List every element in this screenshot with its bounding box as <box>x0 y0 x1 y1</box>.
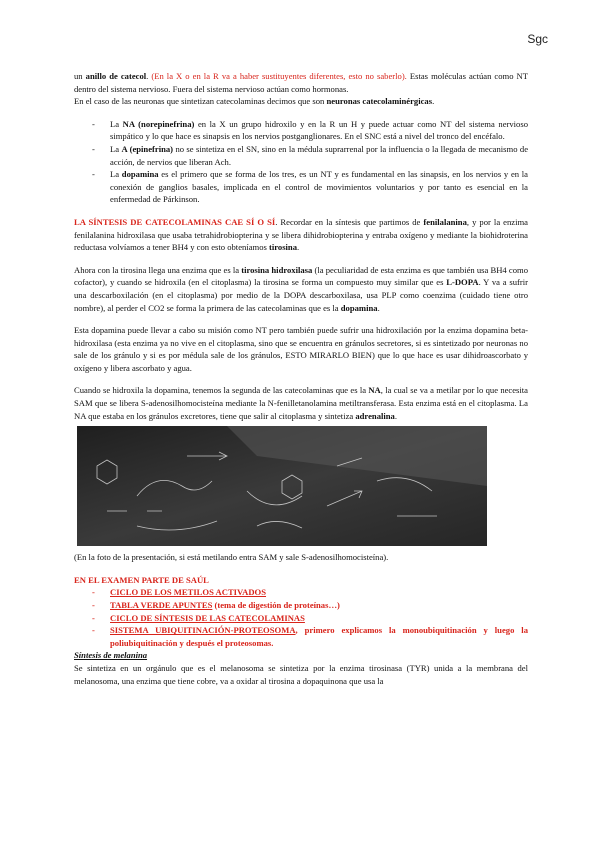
exam-item: - SISTEMA UBIQUITINACIÓN-PROTEOSOMA, primero explicamos la monoubiquitinación y luego la poliubiquitinación y después el proteosomas. <box>74 624 528 649</box>
exam-list <box>74 586 528 649</box>
red-note: (En la X o en la R va a haber sustituyentes diferentes, esto no saberlo). <box>151 71 407 81</box>
document-body <box>74 70 528 687</box>
tyrosine-paragraph: Ahora con la tirosina llega una enzima que es la tirosina hidroxilasa (la peculiaridad de esta enzima es que también usa BH4 como cofactor), y cuando se hidroxila (en el citoplasma) la tirosina se forma un compuesto muy similar que es L-DOPA. Y va a sufrir una descarboxilación (en el citoplasma) por medio de la DOPA descarboxilasa, usa PLP como coenzima (cuidado tiene otro nombre), al perder el CO2 se forma la primera de las catecolaminas que es la dopamina. <box>74 264 529 313</box>
text-run: . <box>432 96 435 107</box>
intro-line-2 <box>74 95 528 108</box>
presentation-photo <box>77 426 487 546</box>
exam-item: - CICLO DE LOS METILOS ACTIVADOS <box>74 586 528 599</box>
melanin-paragraph: Se sintetiza en un orgánulo que es el melanosoma se sintetiza por la enzima tirosinasa (TYR) unida a la membrana del melanosoma, una enzima que tiene cobre, va a oxidar al tirosina a dopaquinona que usa la <box>74 663 528 686</box>
text-run: En el caso de las neuronas que sintetizan catecolaminas decimos que son <box>74 96 327 107</box>
intro-paragraph <box>74 70 528 95</box>
list-item-na: - La NA (norepinefrina) en la X un grupo hidroxilo y en la R un H y puede actuar como NT del sistema nervioso simpático y lo que hace es sinapsis en los nervios postganglionares. En el SNC está a nivel del tronco del encéfalo. <box>74 118 528 143</box>
catecholamine-list <box>74 118 528 206</box>
exam-item: - TABLA VERDE APUNTES (tema de digestión de proteínas…) <box>74 599 528 612</box>
noradrenaline-paragraph: Cuando se hidroxila la dopamina, tenemos la segunda de las catecolaminas que es la NA, la cual se va a metilar por lo que necesita SAM que se libera S-adenosilhomocisteína mediante la N-fenilletanolamina metiltransferasa. Esta enzima está en el citoplasma. La NA que estaba en los gránulos excretores, tiene que salir al citoplasma y sintetiza adrenalina. <box>74 385 528 421</box>
exam-heading: EN EL EXAMEN PARTE DE SAÚL <box>74 574 209 585</box>
melanin-heading: Síntesis de melanina <box>74 650 148 661</box>
bold-term: anillo de catecol <box>85 71 147 81</box>
blackboard-photo-image <box>77 426 487 546</box>
synthesis-heading: LA SÍNTESIS DE CATECOLAMINAS CAE SÍ O SÍ <box>74 216 276 227</box>
text-run: un <box>74 71 86 81</box>
text-run: . <box>146 71 152 81</box>
header-label: Sgc <box>527 32 548 46</box>
list-item-dopamine: - La dopamina es el primero que se forma de los tres, es un NT y es fundamental en las sinapsis, en los nervios y en la conexión de ganglios basales, implicada en el control de movimientos voluntarios y por tanto es esencial en la enfermedad de Párkinson. <box>74 168 528 206</box>
list-item-adrenaline: - La A (epinefrina) no se sintetiza en el SN, sino en la médula suprarrenal por la influencia o la llegada de mecanismo de acción, de nervios que liberan Ach. <box>74 143 528 168</box>
exam-item: - CICLO DE SÍNTESIS DE LAS CATECOLAMINAS <box>74 612 528 625</box>
text-run: Estas moléculas actúan como NT dentro del sistema nervioso. Fuera del sistema nervioso actúan como hormonas. <box>74 71 529 94</box>
photo-caption: (En la foto de la presentación, si está metilando entra SAM y sale S-adenosilhomocisteína). <box>74 552 389 563</box>
synthesis-paragraph: LA SÍNTESIS DE CATECOLAMINAS CAE SÍ O SÍ. Recordar en la síntesis que partimos de fenilalanina, y por la enzima fenilalanina hidroxilasa que usaba tetrahidrobiopterina y se libera dihidrobiopterina y entraba oxígeno y mediante la biohidroterina reductasa volvíamos a tener BH4 y con esto obteníamos tirosina. <box>74 216 528 253</box>
dopamine-paragraph: Esta dopamina puede llevar a cabo su misión como NT pero también puede sufrir una hidroxilación por la enzima dopamina beta-hidroxilasa (esta enzima ya no vive en el citoplasma, sino que se encuentra en gránulos secretores, si es sintetizado por neuronas no sale de los gránulo y si es por médula sale de los gránulos, ESTO MIRARLO BIEN) que lo que hace es usar dihidroascorbato y oxígeno y libera ascorbato y agua. <box>74 325 528 373</box>
bold-term: neuronas catecolaminérgicas <box>326 96 433 107</box>
